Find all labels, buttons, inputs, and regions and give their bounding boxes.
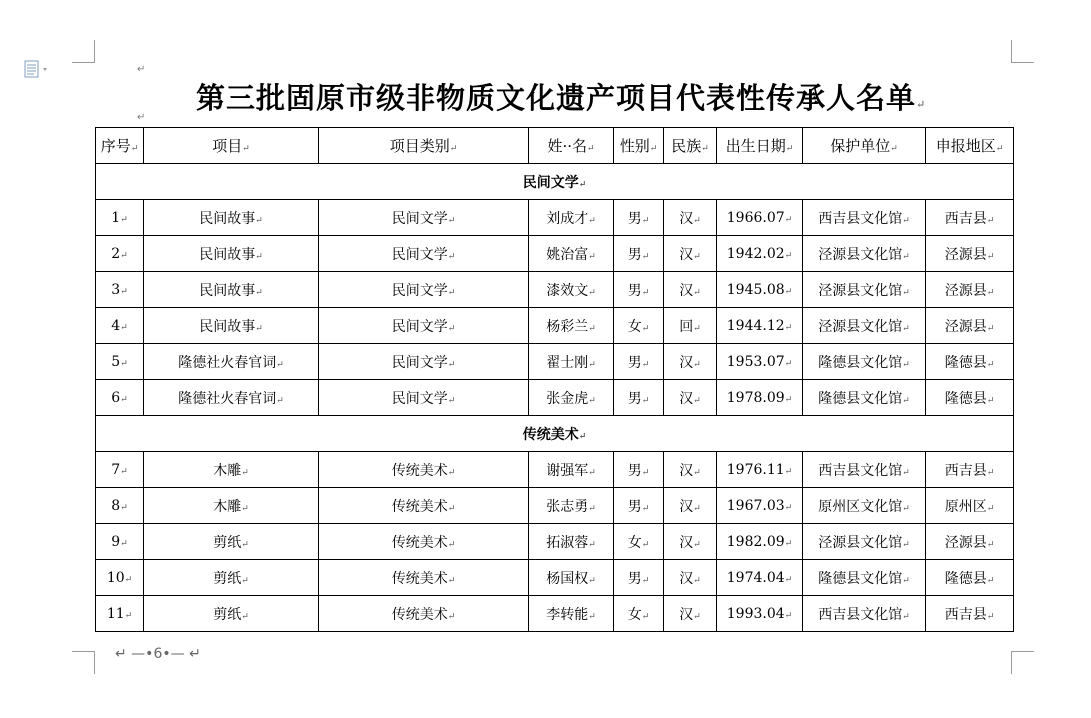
cell-name: 翟士刚↵ xyxy=(529,344,614,380)
table-row xyxy=(96,596,1014,632)
header-row xyxy=(96,128,1014,164)
cell-category: 传统美术↵ xyxy=(319,560,529,596)
table-row xyxy=(96,380,1014,416)
cell-index: 1↵ xyxy=(96,200,144,236)
cell-project: 民间故事↵ xyxy=(144,200,319,236)
document-title xyxy=(196,76,927,116)
cell-birth-date: 1974.04↵ xyxy=(717,560,803,596)
col-header-category: 项目类别↵ xyxy=(319,128,529,164)
cell-index: 4↵ xyxy=(96,308,144,344)
cell-project: 木雕↵ xyxy=(144,488,319,524)
cell-ethnicity: 汉↵ xyxy=(664,380,717,416)
cell-ethnicity: 汉↵ xyxy=(664,236,717,272)
table-row xyxy=(96,560,1014,596)
cell-protection-unit: 西吉县文化馆↵ xyxy=(803,596,926,632)
col-header-protection-unit: 保护单位↵ xyxy=(803,128,926,164)
cell-name: 李转能↵ xyxy=(529,596,614,632)
cell-project: 民间故事↵ xyxy=(144,236,319,272)
cell-index: 3↵ xyxy=(96,272,144,308)
page-corner-top-right xyxy=(1011,40,1034,63)
cell-birth-date: 1966.07↵ xyxy=(717,200,803,236)
cell-project: 剪纸↵ xyxy=(144,560,319,596)
cell-region: 隆德县↵ xyxy=(926,380,1014,416)
cell-region: 泾源县↵ xyxy=(926,308,1014,344)
cell-ethnicity: 汉↵ xyxy=(664,596,717,632)
cell-project: 民间故事↵ xyxy=(144,272,319,308)
paragraph-mark: ↵ xyxy=(916,98,927,111)
cell-birth-date: 1942.02↵ xyxy=(717,236,803,272)
cell-ethnicity: 汉↵ xyxy=(664,344,717,380)
cell-category: 传统美术↵ xyxy=(319,524,529,560)
cell-name: 杨彩兰↵ xyxy=(529,308,614,344)
cell-category: 传统美术↵ xyxy=(319,596,529,632)
table-row xyxy=(96,200,1014,236)
cell-index: 2↵ xyxy=(96,236,144,272)
cell-category: 民间文学↵ xyxy=(319,380,529,416)
page-corner-bottom-right xyxy=(1011,651,1034,674)
document-icon[interactable] xyxy=(24,60,54,78)
page-corner-top-left xyxy=(72,40,95,63)
cell-ethnicity: 汉↵ xyxy=(664,272,717,308)
cell-gender: 男↵ xyxy=(614,272,664,308)
cell-index: 8↵ xyxy=(96,488,144,524)
cell-region: 泾源县↵ xyxy=(926,524,1014,560)
cell-name: 刘成才↵ xyxy=(529,200,614,236)
cell-ethnicity: 回↵ xyxy=(664,308,717,344)
cell-birth-date: 1945.08↵ xyxy=(717,272,803,308)
cell-name: 姚治富↵ xyxy=(529,236,614,272)
title-text: 第三批固原市级非物质文化遗产项目代表性传承人名单 xyxy=(196,81,917,115)
section-title: 民间文学↵ xyxy=(96,164,1014,200)
cell-region: 西吉县↵ xyxy=(926,452,1014,488)
col-header-ethnicity: 民族↵ xyxy=(664,128,717,164)
table-row xyxy=(96,272,1014,308)
cell-birth-date: 1993.04↵ xyxy=(717,596,803,632)
cell-protection-unit: 隆德县文化馆↵ xyxy=(803,344,926,380)
cell-project: 隆德社火春官词↵ xyxy=(144,344,319,380)
table-row xyxy=(96,452,1014,488)
cell-region: 泾源县↵ xyxy=(926,272,1014,308)
cell-gender: 男↵ xyxy=(614,200,664,236)
cell-index: 10↵ xyxy=(96,560,144,596)
inheritor-table xyxy=(95,127,1014,632)
cell-birth-date: 1967.03↵ xyxy=(717,488,803,524)
cell-category: 传统美术↵ xyxy=(319,488,529,524)
page-number: 6 xyxy=(153,646,163,662)
cell-name: 谢强军↵ xyxy=(529,452,614,488)
cell-protection-unit: 泾源县文化馆↵ xyxy=(803,308,926,344)
col-header-birth-date: 出生日期↵ xyxy=(717,128,803,164)
cell-gender: 男↵ xyxy=(614,488,664,524)
cell-region: 隆德县↵ xyxy=(926,560,1014,596)
cell-category: 民间文学↵ xyxy=(319,344,529,380)
cell-gender: 女↵ xyxy=(614,308,664,344)
cell-region: 西吉县↵ xyxy=(926,200,1014,236)
page-corner-bottom-left xyxy=(72,651,95,674)
cell-protection-unit: 西吉县文化馆↵ xyxy=(803,452,926,488)
col-header-gender: 性别↵ xyxy=(614,128,664,164)
cell-name: 拓淑蓉↵ xyxy=(529,524,614,560)
cell-protection-unit: 原州区文化馆↵ xyxy=(803,488,926,524)
cell-project: 民间故事↵ xyxy=(144,308,319,344)
cell-birth-date: 1982.09↵ xyxy=(717,524,803,560)
cell-category: 民间文学↵ xyxy=(319,236,529,272)
cell-category: 民间文学↵ xyxy=(319,200,529,236)
cell-index: 11↵ xyxy=(96,596,144,632)
cell-region: 原州区↵ xyxy=(926,488,1014,524)
cell-birth-date: 1978.09↵ xyxy=(717,380,803,416)
cell-protection-unit: 隆德县文化馆↵ xyxy=(803,560,926,596)
cell-name: 杨国权↵ xyxy=(529,560,614,596)
table-row xyxy=(96,524,1014,560)
cell-project: 隆德社火春官词↵ xyxy=(144,380,319,416)
cell-name: 张志勇↵ xyxy=(529,488,614,524)
cell-region: 泾源县↵ xyxy=(926,236,1014,272)
col-header-name: 姓··名↵ xyxy=(529,128,614,164)
cell-ethnicity: 汉↵ xyxy=(664,452,717,488)
cell-name: 漆效文↵ xyxy=(529,272,614,308)
cell-index: 5↵ xyxy=(96,344,144,380)
cell-project: 剪纸↵ xyxy=(144,596,319,632)
section-row xyxy=(96,164,1014,200)
cell-project: 剪纸↵ xyxy=(144,524,319,560)
cell-birth-date: 1944.12↵ xyxy=(717,308,803,344)
cell-index: 7↵ xyxy=(96,452,144,488)
cell-region: 隆德县↵ xyxy=(926,344,1014,380)
paragraph-mark: ↵ xyxy=(137,112,146,123)
cell-name: 张金虎↵ xyxy=(529,380,614,416)
cell-category: 传统美术↵ xyxy=(319,452,529,488)
cell-gender: 女↵ xyxy=(614,524,664,560)
cell-category: 民间文学↵ xyxy=(319,308,529,344)
col-header-index: 序号↵ xyxy=(96,128,144,164)
cell-ethnicity: 汉↵ xyxy=(664,488,717,524)
paragraph-mark: ↵ xyxy=(137,64,146,75)
col-header-region: 申报地区↵ xyxy=(926,128,1014,164)
cell-gender: 男↵ xyxy=(614,380,664,416)
cell-birth-date: 1976.11↵ xyxy=(717,452,803,488)
cell-ethnicity: 汉↵ xyxy=(664,200,717,236)
cell-protection-unit: 泾源县文化馆↵ xyxy=(803,236,926,272)
cell-ethnicity: 汉↵ xyxy=(664,560,717,596)
cell-protection-unit: 西吉县文化馆↵ xyxy=(803,200,926,236)
cell-index: 9↵ xyxy=(96,524,144,560)
cell-protection-unit: 隆德县文化馆↵ xyxy=(803,380,926,416)
cell-gender: 女↵ xyxy=(614,596,664,632)
cell-category: 民间文学↵ xyxy=(319,272,529,308)
cell-ethnicity: 汉↵ xyxy=(664,524,717,560)
cell-index: 6↵ xyxy=(96,380,144,416)
col-header-project: 项目↵ xyxy=(144,128,319,164)
table-row xyxy=(96,488,1014,524)
cell-region: 西吉县↵ xyxy=(926,596,1014,632)
cell-gender: 男↵ xyxy=(614,344,664,380)
cell-protection-unit: 泾源县文化馆↵ xyxy=(803,272,926,308)
cell-project: 木雕↵ xyxy=(144,452,319,488)
cell-birth-date: 1953.07↵ xyxy=(717,344,803,380)
section-title: 传统美术↵ xyxy=(96,416,1014,452)
cell-protection-unit: 泾源县文化馆↵ xyxy=(803,524,926,560)
cell-gender: 男↵ xyxy=(614,452,664,488)
section-row xyxy=(96,416,1014,452)
cell-gender: 男↵ xyxy=(614,560,664,596)
table-row xyxy=(96,308,1014,344)
cell-gender: 男↵ xyxy=(614,236,664,272)
page-number-footer: ↵ —•6•— ↵ xyxy=(115,646,201,662)
table-row xyxy=(96,236,1014,272)
table-row xyxy=(96,344,1014,380)
